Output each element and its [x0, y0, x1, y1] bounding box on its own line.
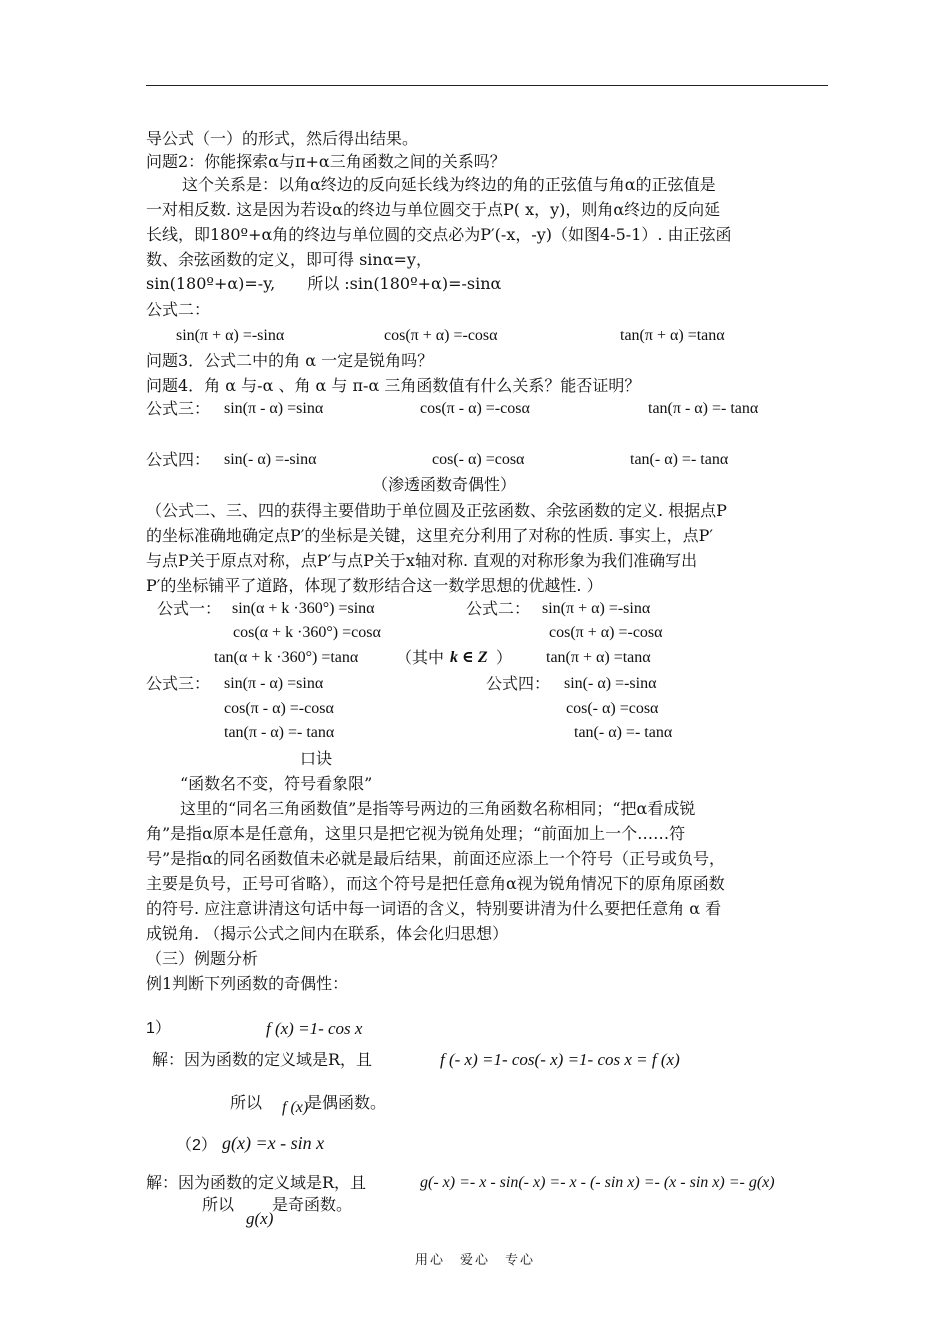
text: 所以: [202, 1195, 235, 1214]
formula: tan(π + α) =tanα: [620, 327, 725, 344]
formula: g(x) =x - sin x: [222, 1133, 325, 1153]
summary-label: 公式一：: [157, 599, 222, 618]
formula: sin(- α) =-sinα: [564, 675, 657, 692]
formula: cos(- α) =cosα: [432, 451, 525, 468]
formula: tan(α + k ·360°) =tanα: [214, 649, 359, 666]
solution-text: 解：因为函数的定义域是R，且: [152, 1050, 373, 1069]
text-line: 数、余弦函数的定义，即可得 sinα=y，: [146, 250, 432, 269]
formula: f (x): [282, 1099, 309, 1116]
formula: sin(π - α) =sinα: [224, 675, 324, 692]
formula: tan(- α) =- tanα: [574, 724, 673, 741]
formula: tan(π - α) =- tanα: [648, 400, 759, 417]
text-line: P′的坐标铺平了道路，体现了数形结合这一数学思想的优越性. ）: [146, 576, 603, 595]
formula: g(x): [246, 1209, 274, 1228]
text-line: 主要是负号，正号可省略），而这个符号是把任意角α视为锐角情况下的原角原函数: [146, 874, 725, 893]
text-line: （公式二、三、四的获得主要借助于单位圆及正弦函数、余弦函数的定义. 根据点P: [146, 501, 727, 520]
formula: k ∈ Z: [450, 649, 488, 666]
example-number: （2）: [176, 1137, 217, 1154]
text-line: sin(180º+α)=-y, 所以 :sin(180º+α)=-sinα: [146, 274, 502, 293]
text-line: 一对相反数. 这是因为若设α的终边与单位圆交于点P( x，y)，则角α终边的反向延: [146, 200, 721, 219]
summary-label: 公式三：: [146, 674, 211, 693]
formula: cos(π + α) =-cosα: [549, 624, 663, 641]
text-line: 角”是指α原本是任意角，这里只是把它视为锐角处理；“前面加上一个……符: [146, 824, 686, 843]
section-heading: （三）例题分析: [146, 949, 259, 968]
formula-4-label: 公式四：: [146, 450, 211, 469]
example-number: 1）: [146, 1020, 171, 1037]
header-rule: [146, 85, 828, 86]
text: 所以: [230, 1093, 263, 1112]
formula: cos(π + α) =-cosα: [384, 327, 498, 344]
formula: f (x) =1- cos x: [266, 1019, 363, 1038]
text-line: 的坐标准确地确定点P′的坐标是关键，这里充分利用了对称的性质. 事实上，点P′: [146, 526, 713, 545]
example-heading: 例1判断下列函数的奇偶性：: [146, 974, 349, 993]
formula: cos(α + k ·360°) =cosα: [233, 624, 381, 641]
text-line: 与点P关于原点对称，点P′与点P关于x轴对称. 直观的对称形象为我们准确写出: [146, 551, 698, 570]
question-3: 问题3．公式二中的角 α 一定是锐角吗？: [146, 351, 434, 370]
formula: sin(π + α) =-sinα: [176, 327, 285, 344]
formula: tan(π + α) =tanα: [546, 649, 651, 666]
formula: sin(π - α) =sinα: [224, 400, 324, 417]
solution-text: 解：因为函数的定义域是R，且: [146, 1173, 367, 1192]
note: （渗透函数奇偶性）: [372, 475, 517, 494]
text-line: 成锐角. （揭示公式之间内在联系，体会化归思想）: [146, 924, 509, 943]
formula: sin(- α) =-sinα: [224, 451, 317, 468]
text-line: 导公式（一）的形式，然后得出结果。: [146, 129, 419, 148]
text-line: 的符号. 应注意讲清这句话中每一词语的含义，特别要讲清为什么要把任意角 α 看: [146, 899, 722, 918]
formula: tan(- α) =- tanα: [630, 451, 729, 468]
text-line: 长线，即180º+α角的终边与单位圆的交点必为P′(-x，-y)（如图4-5-1）. 由正弦函: [146, 225, 732, 244]
question-4: 问题4．角 α 与-α 、角 α 与 π-α 三角函数值有什么关系？能否证明？: [146, 376, 641, 395]
text: 是奇函数。: [272, 1195, 353, 1214]
mnemonic-title: 口诀: [300, 749, 333, 768]
text: ）: [496, 648, 513, 667]
formula: sin(π + α) =-sinα: [542, 600, 651, 617]
text: 是偶函数。: [306, 1093, 387, 1112]
mnemonic: “函数名不变，符号看象限”: [180, 774, 373, 793]
formula: tan(π - α) =- tanα: [224, 724, 335, 741]
formula: sin(α + k ·360°) =sinα: [232, 600, 375, 617]
question-2: 问题2：你能探索α与π+α三角函数之间的关系吗？: [146, 152, 506, 171]
text-line: 号”是指α的同名函数值未必就是最后结果，前面还应添上一个符号（正号或负号，: [146, 849, 725, 868]
formula: f (- x) =1- cos(- x) =1- cos x = f (x): [440, 1050, 680, 1069]
formula: cos(π - α) =-cosα: [420, 400, 530, 417]
formula: cos(- α) =cosα: [566, 700, 659, 717]
summary-label: 公式二：: [466, 599, 531, 618]
summary-label: 公式四：: [486, 674, 551, 693]
text-line: 这个关系是：以角α终边的反向延长线为终边的角的正弦值与角α的正弦值是: [182, 175, 716, 194]
text: （其中: [396, 648, 445, 667]
formula-3-label: 公式三：: [146, 399, 211, 418]
page-footer: 用心 爱心 专心: [414, 1253, 535, 1268]
text-line: 这里的“同名三角函数值”是指等号两边的三角函数名称相同；“把α看成锐: [180, 799, 696, 818]
formula: cos(π - α) =-cosα: [224, 700, 334, 717]
formula: g(- x) =- x - sin(- x) =- x - (- sin x) =- (x - sin x) =- g(x): [420, 1174, 775, 1191]
formula-2-label: 公式二：: [146, 300, 211, 319]
